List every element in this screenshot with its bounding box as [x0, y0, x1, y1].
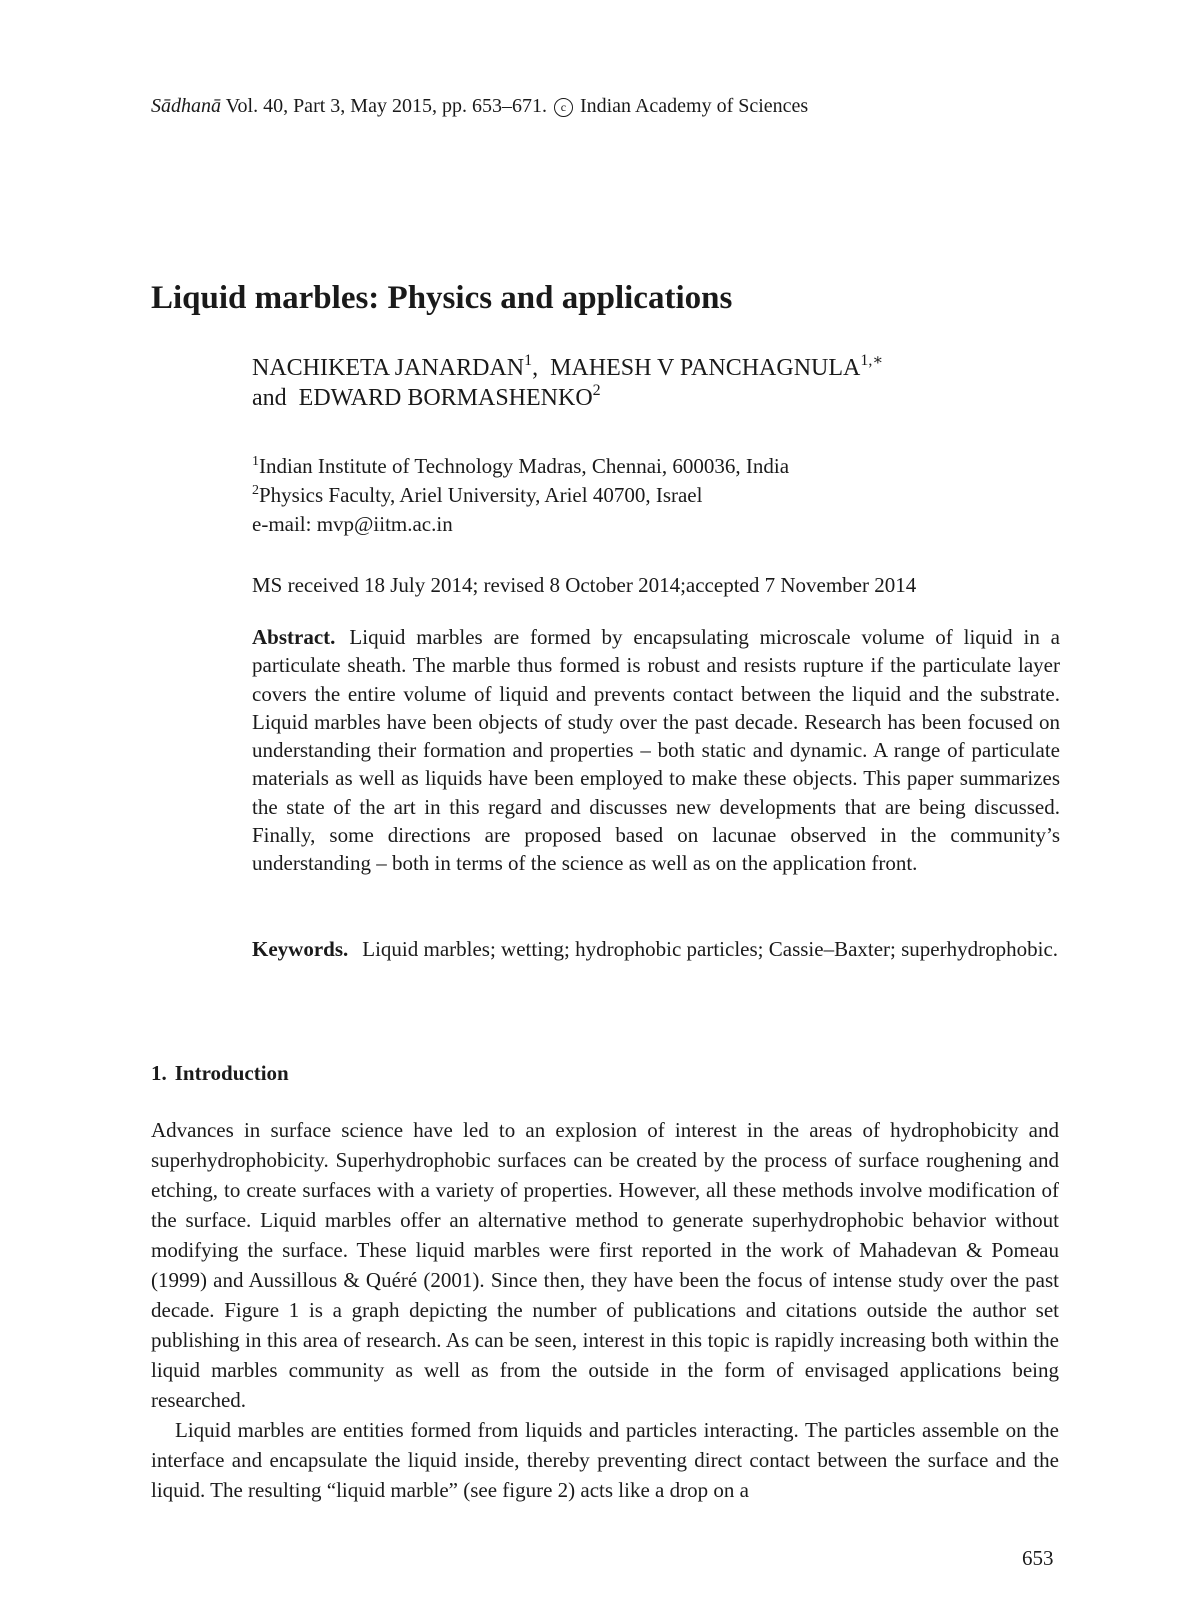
abstract [252, 623, 1060, 878]
author-affiliation-mark: 1,∗ [860, 352, 884, 369]
section-number: 1. [151, 1061, 167, 1085]
keywords-text: Liquid marbles; wetting; hydrophobic particles; Cassie–Baxter; superhydrophobic. [362, 937, 1059, 961]
author-list [252, 353, 883, 413]
paragraph: Advances in surface science have led to an explosion of interest in the areas of hydrophobicity and superhydrophobicity. Superhydrophobic surfaces can be created by the process of surface roughening and etching, to create surfaces with a variety of properties. However, all these methods involve modification of the surface. Liquid marbles offer an alternative method to generate superhydrophobic behavior without modifying the surface. These liquid marbles were first reported in the work of Mahadevan & Pomeau (1999) and Aussillous & Quéré (2001). Since then, they have been the focus of intense study over the past decade. Figure 1 is a graph depicting the number of publications and citations outside the author set publishing in this area of research. As can be seen, interest in this topic is rapidly increasing both within the liquid marbles community as well as from the outside in the form of envisaged applications being researched. [151, 1118, 1059, 1412]
section-heading [151, 1059, 289, 1087]
received-dates: MS received 18 July 2014; revised 8 October 2014;accepted 7 November 2014 [252, 573, 917, 597]
author-affiliation-mark: 2 [592, 382, 601, 399]
author-line-2 [252, 383, 883, 413]
email-line: e-mail: mvp@iitm.ac.in [252, 512, 453, 536]
author-name: EDWARD BORMASHENKO [298, 385, 593, 411]
affiliation-text: Physics Faculty, Ariel University, Ariel 40700, Israel [259, 483, 703, 507]
running-head [151, 94, 808, 118]
journal-name: Sādhanā [151, 95, 221, 117]
affiliation-mark: 2 [252, 483, 259, 498]
publisher: Indian Academy of Sciences [579, 95, 809, 117]
copyright-icon: c [554, 98, 573, 117]
abstract-text: Liquid marbles are formed by encapsulating microscale volume of liquid in a particulate sheath. The marble thus formed is robust and resists rupture if the particulate layer covers the entire volume of liquid and prevents contact between the liquid and the substrate. Liquid marbles have been objects of study over the past decade. Research has been focused on understanding their formation and properties – both static and dynamic. A range of particulate materials as well as liquids have been employed to make these objects. This paper summarizes the state of the art in this regard and discusses new developments that are being discussed. Finally, some directions are proposed based on lacunae observed in the community’s understanding – both in terms of the science as well as on the application front. [252, 625, 1060, 876]
affiliation-mark: 1 [252, 454, 259, 469]
section-body [151, 1115, 1059, 1505]
author-line-1 [252, 353, 883, 383]
affiliations [252, 452, 789, 539]
keywords-label: Keywords. [252, 937, 349, 961]
affiliation-item [252, 452, 789, 481]
author-conjunction: and [252, 385, 287, 411]
author-name: NACHIKETA JANARDAN [252, 355, 525, 381]
author-name: MAHESH V PANCHAGNULA [550, 355, 861, 381]
abstract-label: Abstract. [252, 625, 336, 649]
affiliation-item [252, 481, 789, 510]
paper-title: Liquid marbles: Physics and applications [151, 280, 733, 316]
page-number: 653 [1022, 1546, 1054, 1570]
citation: Vol. 40, Part 3, May 2015, pp. 653–671. [225, 95, 547, 117]
keywords [252, 935, 1060, 963]
author-affiliation-mark: 1 [524, 352, 533, 369]
section-title: Introduction [174, 1061, 289, 1085]
author-separator: , [532, 355, 551, 381]
affiliation-text: Indian Institute of Technology Madras, Chennai, 600036, India [259, 454, 790, 478]
paragraph: Liquid marbles are entities formed from liquids and particles interacting. The particles assemble on the interface and encapsulate the liquid inside, thereby preventing direct contact between the surface and the liquid. The resulting “liquid marble” (see figure 2) acts like a drop on a [151, 1418, 1059, 1502]
